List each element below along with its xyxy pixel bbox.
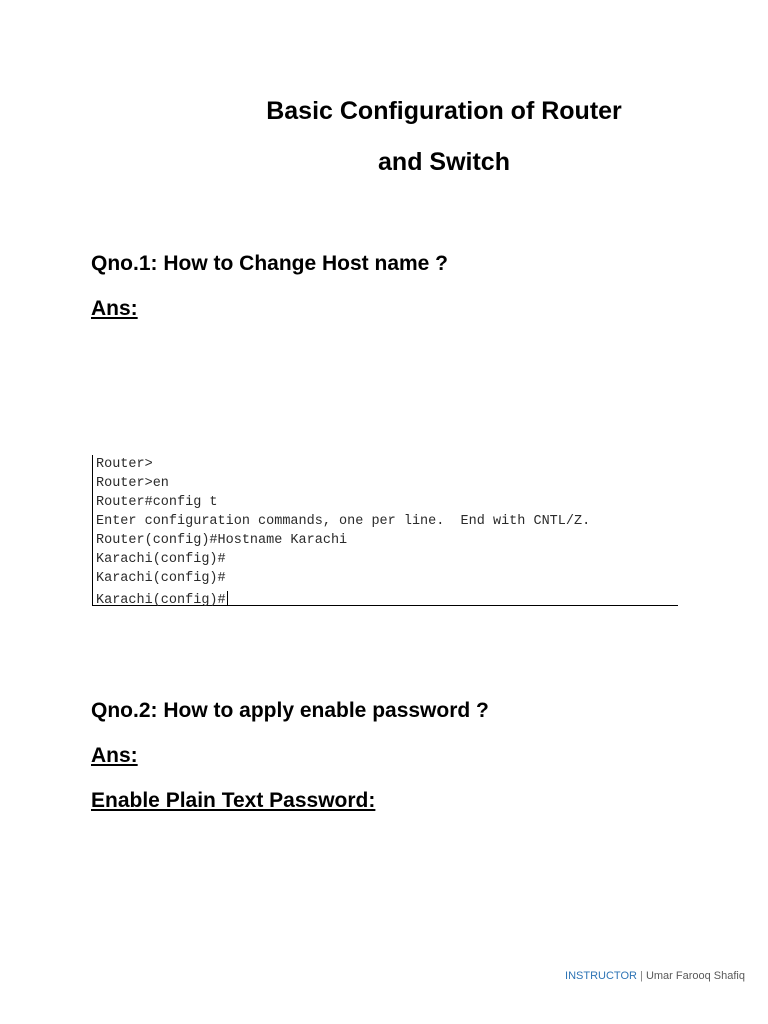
terminal-line: Enter configuration commands, one per line. End with CNTL/Z. — [96, 514, 591, 529]
question1-answer-label: Ans: — [91, 297, 138, 320]
question1-heading: Qno.1: How to Change Host name ? — [91, 252, 449, 275]
terminal-line: Karachi(config)# — [96, 593, 226, 608]
document-title-line1: Basic Configuration of Router — [266, 97, 622, 125]
footer-label: INSTRUCTOR — [565, 970, 637, 982]
page-footer — [565, 971, 745, 982]
footer-instructor-name: Umar Farooq Shafiq — [645, 970, 745, 982]
terminal-line: Router> — [96, 457, 153, 472]
terminal-line: Karachi(config)# — [96, 571, 226, 586]
text-cursor — [227, 591, 228, 606]
document-title-line2: and Switch — [378, 148, 510, 176]
question2-answer-label: Ans: — [91, 744, 138, 767]
terminal-screenshot — [92, 455, 678, 606]
question2-heading: Qno.2: How to apply enable password ? — [91, 699, 489, 722]
terminal-line: Karachi(config)# — [96, 552, 226, 567]
terminal-last-line — [96, 591, 228, 608]
plain-text-password-subheading: Enable Plain Text Password: — [91, 789, 376, 812]
terminal-line: Router>en — [96, 476, 169, 491]
terminal-line: Router#config t — [96, 495, 218, 510]
terminal-line: Router(config)#Hostname Karachi — [96, 533, 348, 548]
footer-separator: | — [640, 970, 643, 982]
